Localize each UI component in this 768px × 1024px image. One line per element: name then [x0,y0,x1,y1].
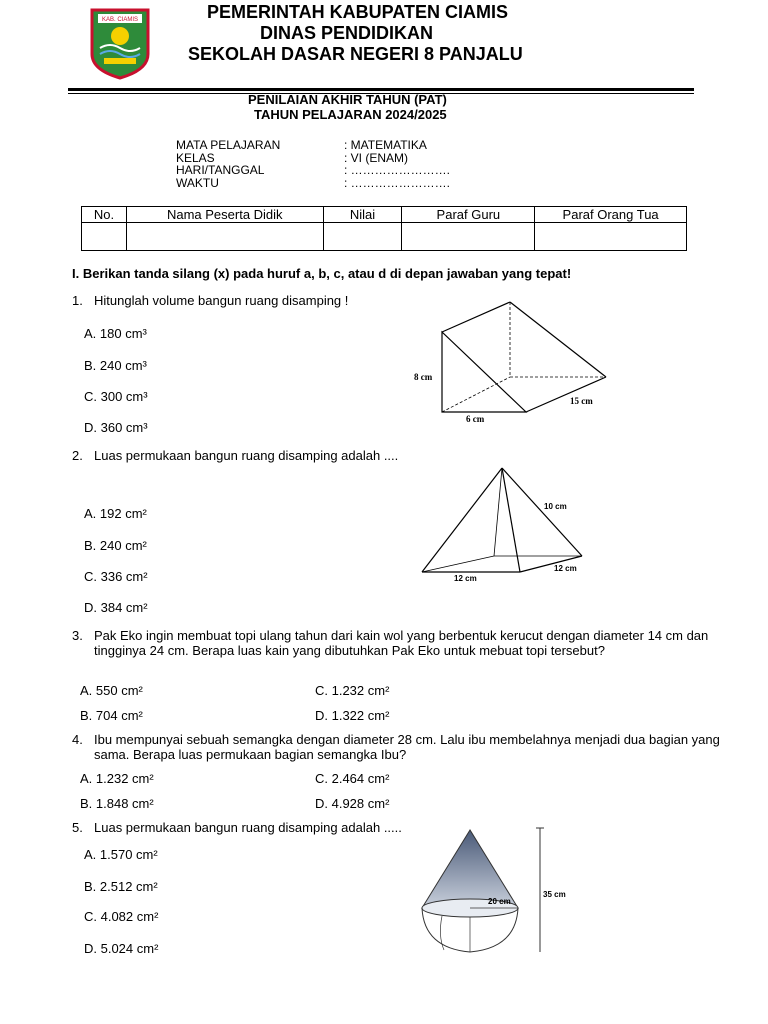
table-cell[interactable] [82,223,127,251]
school-logo [90,8,150,80]
answer-option[interactable]: B. 240 cm³ [84,358,147,373]
meta-label: KELAS [176,150,215,165]
meta-label: MATA PELAJARAN [176,138,281,152]
question-2-number: 2. [72,448,83,463]
table-header: No. [82,207,127,223]
answer-option[interactable]: B. 704 cm² [80,708,143,723]
question-4-text: Ibu mempunyai sebuah semangka dengan diameter 28 cm. Lalu ibu membelahnya menjadi dua bagian yang sama. Berapa luas permukaan bagian semangka Ibu? [94,732,720,762]
meta-block [176,138,451,190]
table-header: Nama Peserta Didik [126,207,323,223]
answer-option[interactable]: A. 1.232 cm² [80,771,154,786]
figure-label: 35 cm [543,890,566,899]
answer-option[interactable]: A. 1.570 cm² [84,847,158,862]
exam-year: TAHUN PELAJARAN 2024/2025 [254,107,447,122]
answer-option[interactable]: C. 4.082 cm² [84,909,159,924]
section-instruction: I. Berikan tanda silang (x) pada huruf a, b, c, atau d di depan jawaban yang tepat! [72,266,572,281]
cone-hemisphere-figure [414,824,574,954]
meta-value: : ……………………. [344,163,451,177]
answer-option[interactable]: B. 1.848 cm² [80,796,154,811]
table-header: Paraf Guru [402,207,535,223]
answer-option[interactable]: B. 2.512 cm² [84,879,158,894]
table-cell[interactable] [402,223,535,251]
figure-label: 10 cm [544,502,567,511]
question-1-number: 1. [72,293,83,308]
exam-title: PENILAIAN AKHIR TAHUN (PAT) [248,92,447,107]
pyramid-figure [418,464,588,584]
question-5-number: 5. [72,820,83,835]
logo-text: KAB. CIAMIS [101,17,139,23]
table-header: Paraf Orang Tua [535,207,687,223]
question-2-text: Luas permukaan bangun ruang disamping adalah .... [94,448,399,463]
answer-option[interactable]: B. 240 cm² [84,538,147,553]
table-cell[interactable] [323,223,402,251]
prism-figure [410,298,610,424]
figure-label: 12 cm [554,564,577,573]
table-header-row [82,207,687,223]
answer-option[interactable]: C. 1.232 cm² [315,683,390,698]
answer-option[interactable]: D. 5.024 cm² [84,941,159,956]
table-header: Nilai [323,207,402,223]
header-line-1: PEMERINTAH KABUPATEN CIAMIS [207,2,508,22]
meta-value: : ……………………. [344,175,451,190]
figure-label: 6 cm [466,414,485,424]
question-1-text: Hitunglah volume bangun ruang disamping ! [94,293,349,308]
meta-value: : MATEMATIKA [344,138,427,152]
figure-label: 12 cm [454,574,477,583]
table-cell[interactable] [126,223,323,251]
question-3-number: 3. [72,628,83,643]
answer-option[interactable]: A. 192 cm² [84,506,147,521]
question-5-text: Luas permukaan bangun ruang disamping adalah ..... [94,820,402,835]
answer-option[interactable]: A. 550 cm² [80,683,143,698]
header-line-3: SEKOLAH DASAR NEGERI 8 PANJALU [188,44,523,64]
meta-row [176,175,451,190]
figure-label: 15 cm [570,396,593,406]
meta-label: WAKTU [176,175,219,190]
table-cell[interactable] [535,223,687,251]
answer-option[interactable]: D. 360 cm³ [84,420,148,435]
meta-label: HARI/TANGGAL [176,163,265,177]
answer-option[interactable]: A. 180 cm³ [84,326,147,341]
student-table [81,206,687,251]
question-3-text: Pak Eko ingin membuat topi ulang tahun dari kain wol yang berbentuk kerucut dengan diameter 14 cm dan tingginya 24 cm. Berapa luas kain yang dibutuhkan Pak Eko untuk mebuat topi tersebut? [94,628,709,658]
header-divider [68,88,694,91]
answer-option[interactable]: C. 2.464 cm² [315,771,390,786]
answer-option[interactable]: D. 1.322 cm² [315,708,390,723]
figure-label: 8 cm [414,372,433,382]
answer-option[interactable]: C. 336 cm² [84,569,148,584]
header-line-2: DINAS PENDIDIKAN [260,23,434,43]
table-row [82,223,687,251]
answer-option[interactable]: D. 4.928 cm² [315,796,390,811]
meta-value: : VI (ENAM) [344,150,409,165]
question-4-number: 4. [72,732,83,747]
answer-option[interactable]: D. 384 cm² [84,600,148,615]
answer-option[interactable]: C. 300 cm³ [84,389,148,404]
figure-label: 20 cm [488,897,511,906]
